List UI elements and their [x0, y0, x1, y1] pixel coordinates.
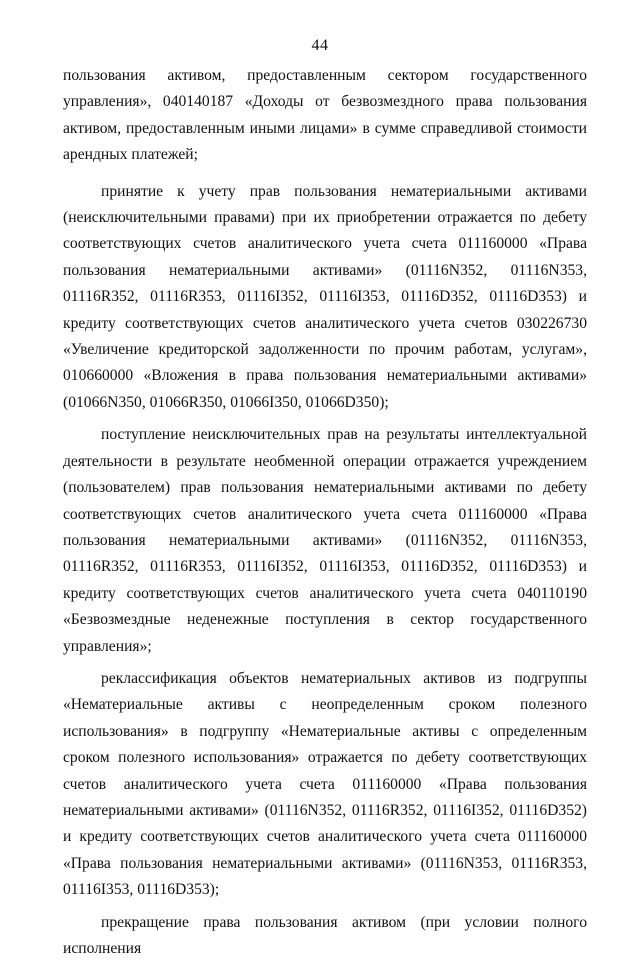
- paragraph-non-exclusive-rights-receipt: поступление неисключительных прав на результаты интеллектуальной деятельности в результате необменной операции отражается учреждением (пользователем) прав пользования нематериальными активами по дебету соответствующих счетов аналитического учета счета 011160000 «Права пользования нематериальными активами» (01116N352, 01116N353, 01116R352, 01116R353, 01116I352, 01116I353, 01116D352, 01116D353) и кредиту соответствующих счетов аналитического учета счета 040110190 «Безвозмездные неденежные поступления в сектор государственного управления»;: [63, 426, 587, 655]
- paragraph-reclassification: реклассификация объектов нематериальных активов из подгруппы «Нематериальные активы с неопределенным сроком полезного использования» в подгруппу «Нематериальные активы с определенным сроком полезного использования» отражается по дебету соответствующих счетов аналитического учета счета 011160000 «Права пользования нематериальными активами» (01116N352, 01116R352, 01116I352, 01116D352) и кредиту соответствующих счетов аналитического учета счета 011160000 «Права пользования нематериальными активами» (01116N353, 01116R353, 01116I353, 01116D353);: [63, 669, 587, 899]
- paragraph-continuation: пользования активом, предоставленным сектором государственного управления», 040140187 «Доходы от безвозмездного права пользования активом, предоставленным иными лицами» в сумме справедливой стоимости арендных платежей;: [63, 67, 587, 164]
- page-number: 44: [311, 37, 329, 54]
- paragraph-termination: прекращение права пользования активом (при условии полного исполнения: [63, 913, 587, 957]
- document-body: [63, 63, 587, 962]
- paragraph-intangible-rights-acceptance: принятие к учету прав пользования нематериальными активами (неисключительными правами) при их приобретении отражается по дебету соответствующих счетов аналитического учета счета 011160000 «Права пользования нематериальными активами» (01116N352, 01116N353, 01116R352, 01116R353, 01116I352, 01116I353, 01116D352, 01116D353) и кредиту соответствующих счетов аналитического учета счетов 030226730 «Увеличение кредиторской задолженности по прочим работам, услугам», 010660000 «Вложения в права пользования нематериальными активами» (01066N350, 01066R350, 01066I350, 01066D350);: [63, 182, 587, 411]
